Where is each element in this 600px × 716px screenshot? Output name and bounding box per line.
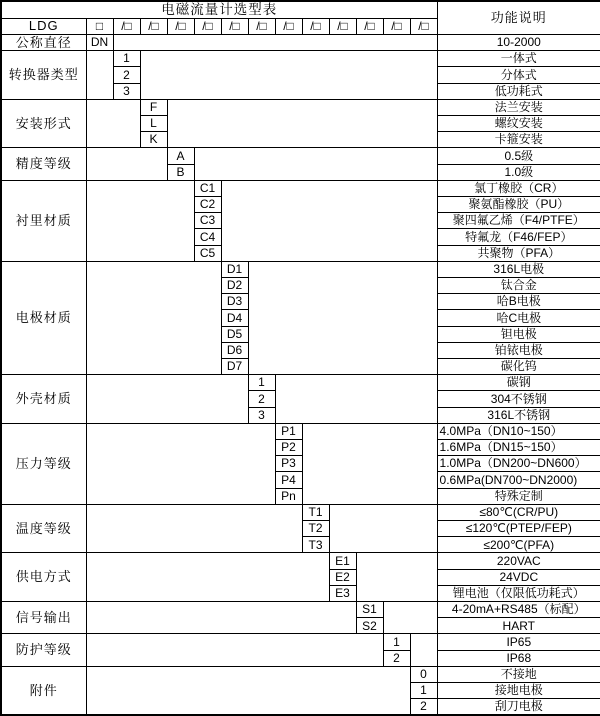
section-label-diameter: 公称直径: [1, 34, 86, 50]
code-cell: B: [167, 164, 194, 180]
section-label: 转换器类型: [1, 51, 86, 100]
section-label: 精度等级: [1, 148, 86, 180]
checkbox-cell: /□: [410, 18, 437, 34]
code-cell: K: [140, 132, 167, 148]
function-cell: 4.0MPa（DN10~150）: [437, 423, 600, 439]
function-cell: 哈B电极: [437, 294, 600, 310]
function-cell: 不接地: [437, 666, 600, 682]
code-cell: D2: [221, 277, 248, 293]
section-label: 附件: [1, 666, 86, 715]
empty-region: [86, 148, 167, 180]
function-cell: 螺纹安装: [437, 115, 600, 131]
function-cell: HART: [437, 618, 600, 634]
section-label: 信号输出: [1, 602, 86, 634]
checkbox-cell: /□: [194, 18, 221, 34]
function-cell: 铂铱电极: [437, 342, 600, 358]
model-prefix: LDG: [1, 18, 86, 34]
empty-region: [86, 423, 275, 504]
code-cell: P2: [275, 439, 302, 455]
empty-region: [329, 504, 437, 553]
function-cell: 一体式: [437, 51, 600, 67]
section-label: 电极材质: [1, 261, 86, 374]
checkbox-cell: □: [86, 18, 113, 34]
function-cell: 低功耗式: [437, 83, 600, 99]
section-label: 安装形式: [1, 99, 86, 148]
empty-region: [167, 99, 437, 148]
code-cell: 2: [248, 391, 275, 407]
function-cell: ≤80℃(CR/PU): [437, 504, 600, 520]
code-cell: E1: [329, 553, 356, 569]
function-cell: 刮刀电极: [437, 699, 600, 715]
empty-region: [86, 99, 140, 148]
empty-region: [86, 602, 356, 634]
checkbox-cell: /□: [140, 18, 167, 34]
code-cell: L: [140, 115, 167, 131]
empty-region: [86, 666, 410, 715]
empty-region: [410, 634, 437, 666]
section-label: 供电方式: [1, 553, 86, 602]
function-cell: 接地电极: [437, 683, 600, 699]
code-cell: 1: [113, 51, 140, 67]
function-cell: 316L不锈钢: [437, 407, 600, 423]
empty-region: [113, 34, 437, 50]
function-cell: 特氟龙（F46/FEP）: [437, 229, 600, 245]
empty-region: [86, 504, 302, 553]
code-cell: C5: [194, 245, 221, 261]
empty-region: [86, 553, 329, 602]
function-cell: 哈C电极: [437, 310, 600, 326]
function-cell: ≤200℃(PFA): [437, 537, 600, 553]
code-cell: 0: [410, 666, 437, 682]
function-cell: 1.0MPa（DN200~DN600）: [437, 456, 600, 472]
section-label: 衬里材质: [1, 180, 86, 261]
empty-region: [383, 602, 437, 634]
function-cell: 卡箍安装: [437, 132, 600, 148]
checkbox-cell: /□: [221, 18, 248, 34]
function-cell: 304不锈钢: [437, 391, 600, 407]
function-cell: 聚四氟乙烯（F4/PTFE）: [437, 213, 600, 229]
function-cell: 220VAC: [437, 553, 600, 569]
code-cell: D1: [221, 261, 248, 277]
code-cell: S1: [356, 602, 383, 618]
code-cell: 3: [113, 83, 140, 99]
function-cell: 特殊定制: [437, 488, 600, 504]
code-cell: C1: [194, 180, 221, 196]
code-cell: D4: [221, 310, 248, 326]
function-cell: 10-2000: [437, 34, 600, 50]
code-cell: D7: [221, 358, 248, 374]
code-cell: 3: [248, 407, 275, 423]
code-cell: P4: [275, 472, 302, 488]
checkbox-cell: /□: [167, 18, 194, 34]
code-cell: DN: [86, 34, 113, 50]
function-cell: 钽电极: [437, 326, 600, 342]
code-cell: A: [167, 148, 194, 164]
code-cell: D6: [221, 342, 248, 358]
function-cell: 碳钢: [437, 375, 600, 391]
function-cell: IP65: [437, 634, 600, 650]
section-label: 外壳材质: [1, 375, 86, 424]
code-cell: 1: [248, 375, 275, 391]
code-cell: P1: [275, 423, 302, 439]
checkbox-cell: /□: [113, 18, 140, 34]
code-cell: 1: [383, 634, 410, 650]
table-title: 电磁流量计选型表: [1, 1, 437, 18]
code-cell: C4: [194, 229, 221, 245]
function-cell: 24VDC: [437, 569, 600, 585]
empty-region: [194, 148, 437, 180]
function-cell: 0.6MPa(DN700~DN2000): [437, 472, 600, 488]
code-cell: T1: [302, 504, 329, 520]
code-cell: 2: [113, 67, 140, 83]
function-cell: IP68: [437, 650, 600, 666]
empty-region: [356, 553, 437, 602]
empty-region: [221, 180, 437, 261]
function-cell: 316L电极: [437, 261, 600, 277]
checkbox-cell: /□: [302, 18, 329, 34]
function-cell: 1.6MPa（DN15~150）: [437, 439, 600, 455]
function-cell: 4-20mA+RS485（标配）: [437, 602, 600, 618]
code-cell: C2: [194, 196, 221, 212]
code-cell: 2: [383, 650, 410, 666]
empty-region: [86, 634, 383, 666]
empty-region: [275, 375, 437, 424]
checkbox-cell: /□: [356, 18, 383, 34]
code-cell: T3: [302, 537, 329, 553]
code-cell: C3: [194, 213, 221, 229]
function-cell: ≤120℃(PTEP/FEP): [437, 521, 600, 537]
function-cell: 氯丁橡胶（CR）: [437, 180, 600, 196]
code-cell: S2: [356, 618, 383, 634]
code-cell: 2: [410, 699, 437, 715]
code-cell: E3: [329, 585, 356, 601]
empty-region: [86, 51, 113, 100]
code-cell: T2: [302, 521, 329, 537]
empty-region: [140, 51, 437, 100]
function-cell: 0.5级: [437, 148, 600, 164]
checkbox-cell: /□: [248, 18, 275, 34]
empty-region: [86, 375, 248, 424]
code-cell: D5: [221, 326, 248, 342]
function-cell: 分体式: [437, 67, 600, 83]
function-cell: 聚氨酯橡胶（PU）: [437, 196, 600, 212]
code-cell: Pn: [275, 488, 302, 504]
function-cell: 1.0级: [437, 164, 600, 180]
empty-region: [86, 261, 221, 374]
empty-region: [248, 261, 437, 374]
code-cell: D3: [221, 294, 248, 310]
section-label: 防护等级: [1, 634, 86, 666]
checkbox-cell: /□: [275, 18, 302, 34]
function-cell: 法兰安装: [437, 99, 600, 115]
code-cell: 1: [410, 683, 437, 699]
function-cell: 共聚物（PFA）: [437, 245, 600, 261]
function-cell: 碳化钨: [437, 358, 600, 374]
checkbox-cell: /□: [383, 18, 410, 34]
function-cell: 钛合金: [437, 277, 600, 293]
function-column-header: 功能说明: [437, 1, 600, 34]
section-label: 温度等级: [1, 504, 86, 553]
section-label: 压力等级: [1, 423, 86, 504]
code-cell: F: [140, 99, 167, 115]
checkbox-cell: /□: [329, 18, 356, 34]
code-cell: P3: [275, 456, 302, 472]
code-cell: E2: [329, 569, 356, 585]
empty-region: [302, 423, 437, 504]
empty-region: [86, 180, 194, 261]
function-cell: 锂电池（仅限低功耗式）: [437, 585, 600, 601]
